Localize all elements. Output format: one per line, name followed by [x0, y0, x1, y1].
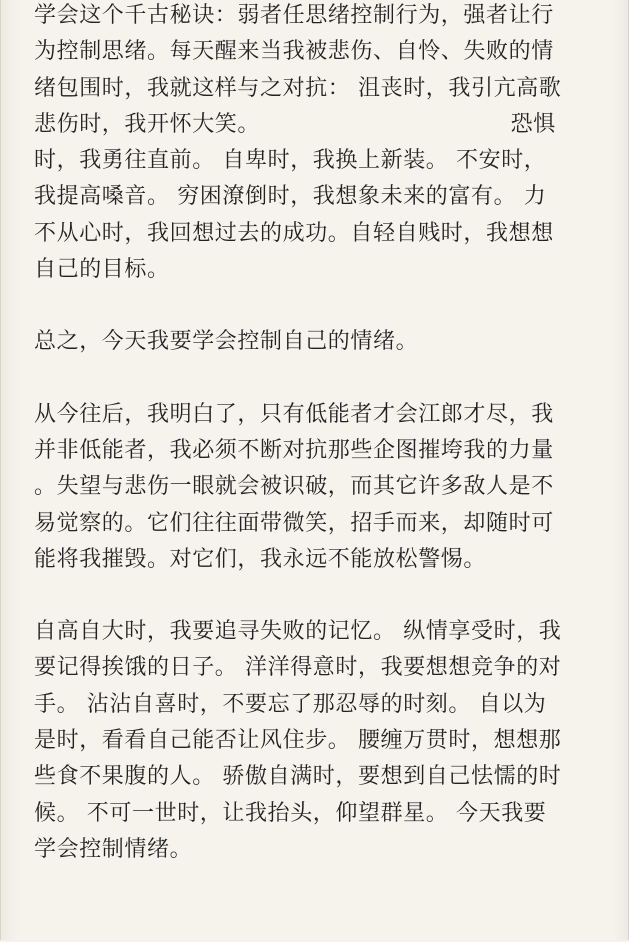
text-line: 。失望与悲伤一眼就会被识破，而其它许多敌人是不	[34, 474, 554, 500]
text-line: 自高自大时，我要追寻失败的记忆。 纵情享受时，我	[34, 619, 562, 645]
text-line: 手。 沾沾自喜时，不要忘了那忍辱的时刻。 自以为	[34, 691, 547, 717]
text-line: 为控制思绪。每天醒来当我被悲伤、自怜、失败的情	[34, 39, 554, 65]
paragraph-1	[34, 0, 600, 288]
text-line: 要记得挨饿的日子。 洋洋得意时，我要想想竞争的对	[34, 655, 562, 681]
text-line: 能将我摧毁。对它们，我永远不能放松警惕。	[34, 546, 487, 572]
text-line: 绪包围时，我就这样与之对抗： 沮丧时，我引亢高歌	[34, 75, 562, 101]
text-line: 易觉察的。它们往往面带微笑，招手而来，却随时可	[34, 510, 554, 536]
text-line: 不从心时，我回想过去的成功。自轻自贱时，我想想	[34, 220, 554, 246]
text-line: 并非低能者，我必须不断对抗那些企图摧垮我的力量	[34, 437, 554, 463]
paragraph-3	[34, 397, 600, 578]
paragraph-spacer	[34, 578, 600, 614]
text-line: 些食不果腹的人。 骄傲自满时，要想到自己怯懦的时	[34, 764, 562, 790]
text-line: 学会控制情绪。	[34, 836, 193, 862]
paragraph-2	[34, 324, 600, 360]
paragraph-4	[34, 614, 600, 868]
paragraph-spacer	[34, 288, 600, 324]
text-line: 自己的目标。	[34, 257, 170, 283]
paragraph-spacer	[34, 361, 600, 397]
text-line: 时，我勇往直前。 自卑时，我换上新装。 不安时，	[34, 148, 547, 174]
text-line: 总之，今天我要学会控制自己的情绪。	[34, 329, 419, 355]
text-line: 我提高嗓音。 穷困潦倒时，我想象未来的富有。 力	[34, 184, 547, 210]
text-line: 学会这个千古秘诀：弱者任思绪控制行为，强者让行	[34, 3, 554, 28]
text-line: 候。 不可一世时，让我抬头，仰望群星。 今天我要	[34, 800, 547, 826]
text-line: 是时，看看自己能否让风住步。 腰缠万贯时，想想那	[34, 728, 562, 754]
text-line: 从今往后，我明白了，只有低能者才会江郎才尽，我	[34, 401, 554, 427]
text-line: 悲伤时，我开怀大笑。 恐惧	[34, 111, 556, 137]
